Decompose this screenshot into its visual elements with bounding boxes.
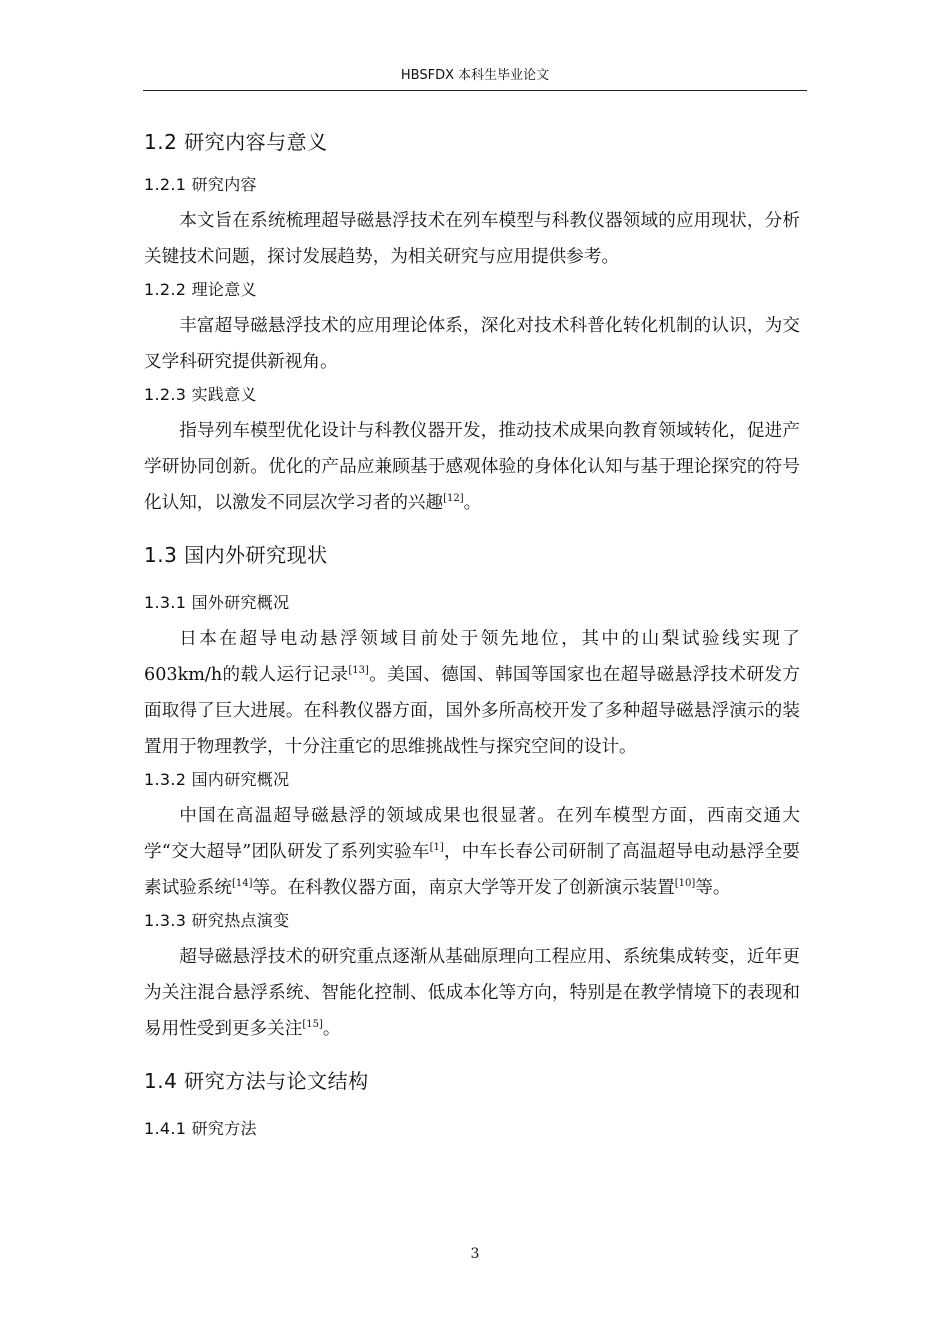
subsection-title-1-4-1: 1.4.1 研究方法 — [144, 1119, 257, 1138]
page-content — [144, 120, 800, 1139]
text-segment: ，中车长春公司研制了高温超导电动悬浮全要素试验系统 — [144, 842, 800, 898]
text-segment: 。 — [322, 1019, 341, 1039]
subsection-title-1-3-2: 1.3.2 国内研究概况 — [144, 770, 290, 789]
citation-ref: [14] — [231, 878, 253, 890]
text-segment: 日本在超导电动悬浮领域目前处于领先地位，其中的山梨试验线实现了603km/h的载人运行记录 — [144, 629, 800, 685]
text-segment: 。美国、德国、韩国等国家也在超导磁悬浮技术研发方面取得了巨大进展。在科教仪器方面，国外多所高校开发了多种超导磁悬浮演示的装置用于物理教学，十分注重它的思维挑战性与探究空间的设计。 — [144, 665, 800, 757]
page-header: HBSFDX 本科生毕业论文 — [400, 68, 550, 83]
text-segment: 指导列车模型优化设计与科教仪器开发，推动技术成果向教育领域转化，促进产学研协同创新。优化的产品应兼顾基于感观体验的身体化认知与基于理论探究的符号化认知，以激发不同层次学习者的兴趣 — [144, 421, 800, 513]
paragraph-1-2-2: 丰富超导磁悬浮技术的应用理论体系，深化对技术科普化转化机制的认识，为交叉学科研究提供新视角。 — [144, 316, 800, 372]
subsection-title-1-2-1: 1.2.1 研究内容 — [144, 175, 257, 194]
text-segment: 等。在科教仪器方面，南京大学等开发了创新演示装置 — [252, 878, 675, 898]
subsection-title-1-3-3: 1.3.3 研究热点演变 — [144, 911, 290, 930]
section-title-1-4: 1.4 研究方法与论文结构 — [144, 1069, 369, 1093]
paragraph-1-2-1: 本文旨在系统梳理超导磁悬浮技术在列车模型与科教仪器领域的应用现状，分析关键技术问题，探讨发展趋势，为相关研究与应用提供参考。 — [144, 211, 800, 267]
subsection-title-1-2-2: 1.2.2 理论意义 — [144, 280, 257, 299]
paragraph-1-2-3 — [144, 413, 800, 521]
subsection-title-1-2-3: 1.2.3 实践意义 — [144, 385, 257, 404]
section-title-1-2: 1.2 研究内容与意义 — [144, 130, 328, 154]
text-segment: 超导磁悬浮技术的研究重点逐渐从基础原理向工程应用、系统集成转变，近年更为关注混合悬浮系统、智能化控制、低成本化等方向，特别是在教学情境下的表现和易用性受到更多关注 — [144, 947, 800, 1039]
text-segment: 等。 — [695, 878, 731, 898]
citation-ref: [13] — [348, 665, 369, 677]
paragraph-1-3-1 — [144, 621, 800, 765]
citation-ref: [12] — [443, 493, 464, 505]
page-number: 3 — [470, 1246, 480, 1262]
subsection-title-1-3-1: 1.3.1 国外研究概况 — [144, 593, 290, 612]
header-rule — [143, 90, 807, 91]
paragraph-1-3-3 — [144, 939, 800, 1047]
text-segment: 。 — [463, 493, 482, 513]
section-title-1-3: 1.3 国内外研究现状 — [144, 543, 328, 567]
citation-ref: [15] — [302, 1019, 323, 1031]
paragraph-1-3-2 — [144, 798, 800, 906]
citation-ref: [10] — [674, 878, 696, 890]
citation-ref: [1] — [429, 842, 444, 854]
text-segment: 中国在高温超导磁悬浮的领域成果也很显著。在列车模型方面，西南交通大学“交大超导”团队研发了系列实验车 — [144, 806, 800, 862]
